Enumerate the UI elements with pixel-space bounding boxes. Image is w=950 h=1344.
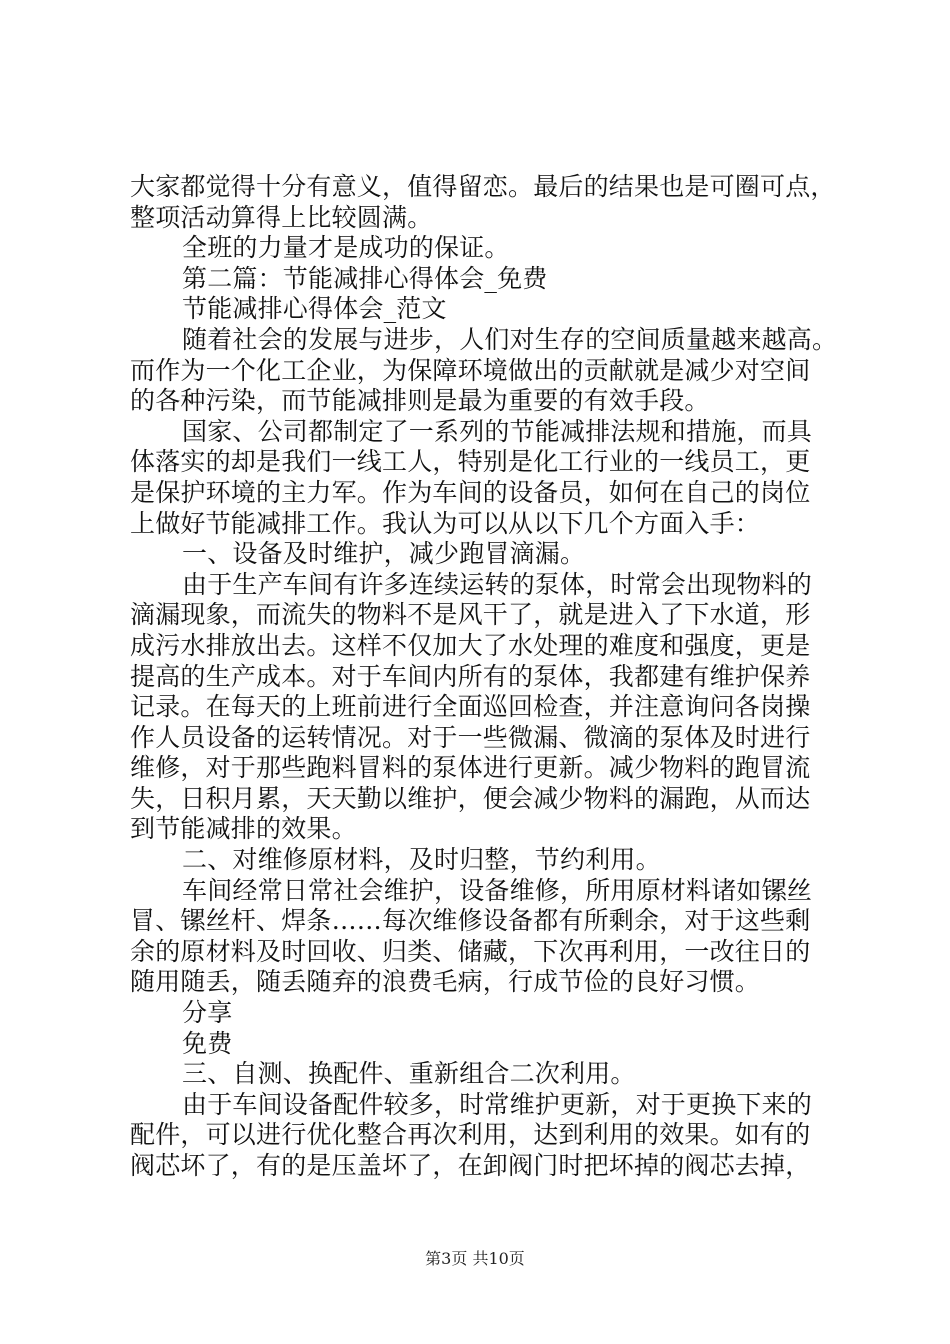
text-line: 维修，对于那些跑料冒料的泵体进行更新。减少物料的跑冒流 — [130, 753, 811, 783]
text-line: 配件，可以进行优化整合再次利用，达到利用的效果。如有的 — [130, 1120, 811, 1150]
text-line: 三、自测、换配件、重新组合二次利用。 — [182, 1059, 636, 1089]
text-line: 分享 — [182, 998, 233, 1028]
text-line: 滴漏现象，而流失的物料不是风干了，就是进入了下水道，形 — [130, 600, 811, 630]
text-line: 体落实的却是我们一线工人，特别是化工行业的一线员工，更 — [130, 447, 811, 477]
text-line: 到节能减排的效果。 — [130, 814, 357, 844]
text-line: 由于车间设备配件较多，时常维护更新，对于更换下来的 — [182, 1089, 813, 1119]
text-line: 整项活动算得上比较圆满。 — [130, 202, 433, 232]
text-line: 随用随丢，随丢随弃的浪费毛病，行成节俭的良好习惯。 — [130, 967, 761, 997]
text-line: 一、设备及时维护，减少跑冒滴漏。 — [182, 539, 586, 569]
document-body — [130, 172, 838, 1182]
text-line: 而作为一个化工企业，为保障环境做出的贡献就是减少对空间 — [130, 355, 811, 385]
text-line: 余的原材料及时回收、归类、储藏，下次再利用，一改往日的 — [130, 936, 811, 966]
text-line: 车间经常日常社会维护，设备维修，所用原材料诸如镙丝 — [182, 875, 813, 905]
text-line: 全班的力量才是成功的保证。 — [182, 233, 510, 263]
text-line: 随着社会的发展与进步，人们对生存的空间质量越来越高。 — [182, 324, 838, 354]
text-line: 提高的生产成本。对于车间内所有的泵体，我都建有维护保养 — [130, 661, 811, 691]
text-line: 第二篇：节能减排心得体会_免费 — [182, 263, 548, 293]
text-line: 记录。在每天的上班前进行全面巡回检查，并注意询问各岗操 — [130, 692, 811, 722]
text-line: 节能减排心得体会_范文 — [182, 294, 447, 324]
text-line: 大家都觉得十分有意义，值得留恋。最后的结果也是可圈可点， — [130, 172, 836, 201]
page-footer: 第3页 共10页 — [425, 1249, 525, 1268]
text-line: 冒、镙丝杆、焊条……每次维修设备都有所剩余，对于这些剩 — [130, 906, 811, 936]
text-line: 国家、公司都制定了一系列的节能减排法规和措施，而具 — [182, 416, 813, 446]
text-line: 成污水排放出去。这样不仅加大了水处理的难度和强度，更是 — [130, 630, 811, 660]
text-line: 失，日积月累，天天勤以维护，便会减少物料的漏跑，从而达 — [130, 783, 811, 813]
text-line: 的各种污染，而节能减排则是最为重要的有效手段。 — [130, 386, 710, 416]
text-line: 作人员设备的运转情况。对于一些微漏、微滴的泵体及时进行 — [130, 722, 811, 752]
text-line: 阀芯坏了，有的是压盖坏了，在卸阀门时把坏掉的阀芯去掉， — [130, 1151, 811, 1180]
text-line: 由于生产车间有许多连续运转的泵体，时常会出现物料的 — [182, 569, 813, 599]
text-line: 是保护环境的主力军。作为车间的设备员，如何在自己的岗位 — [130, 477, 811, 507]
text-line: 二、对维修原材料，及时归整，节约利用。 — [182, 845, 661, 875]
text-line: 免费 — [182, 1028, 233, 1058]
text-line: 上做好节能减排工作。我认为可以从以下几个方面入手： — [130, 508, 761, 538]
